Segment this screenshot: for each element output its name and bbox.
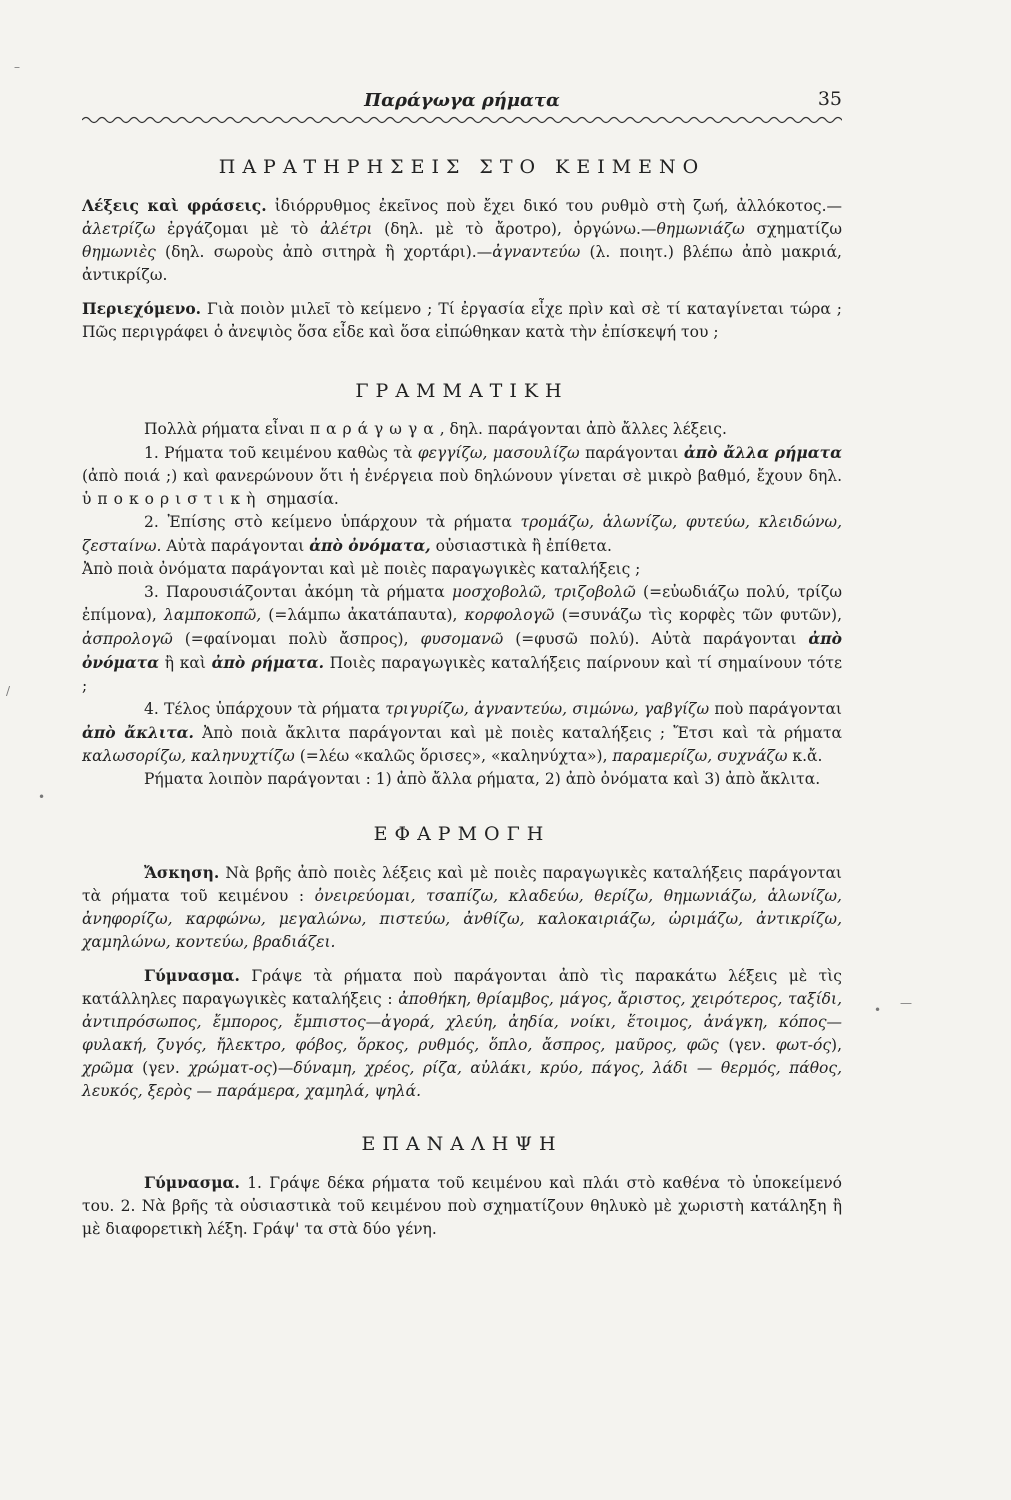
text: (γεν.: [133, 1059, 189, 1077]
text: (γεν.: [718, 1036, 776, 1054]
term: φεγγίζω, μασουλίζω: [417, 444, 580, 462]
grammar-point-2-question: Ἀπὸ ποιὰ ὀνόματα παράγονται καὶ μὲ ποιὲς παραγωγικὲς καταλήξεις ;: [82, 560, 641, 578]
grammar-point-3: [82, 581, 842, 698]
text: ),: [831, 1036, 842, 1054]
text: Γράψε τὰ ρήματα ποὺ παράγονται ἀπὸ τὶς παρακάτω λέξεις μὲ τὶς κατάλληλες παραγωγικὲς καταλήξεις :: [82, 967, 842, 1008]
term: κορφολογῶ: [464, 606, 555, 624]
text: ἰδιόρρυθμος ἐκεῖνος ποὺ ἔχει δικό του ρυθμὸ στὴ ζωή, ἀλλόκοτος.—: [266, 197, 842, 215]
text: (=λάμπω ἀκατάπαυτα),: [261, 606, 465, 624]
text: (λ. ποιητ.) βλέπω ἀπὸ μακριά, ἀντικρίζω.: [82, 243, 842, 284]
text: )—: [271, 1059, 294, 1077]
term: θημωνιὲς: [82, 243, 156, 261]
text: οὐσιαστικὰ ἢ ἐπίθετα.: [430, 537, 612, 555]
text: (=εὐωδιάζω πολύ, τρίζω ἐπίμονα),: [82, 583, 842, 624]
page-number: 35: [817, 88, 842, 110]
term: φωτ-ός: [775, 1036, 832, 1054]
text: 1. Ρήματα τοῦ κειμένου καθὼς τὰ: [144, 444, 418, 462]
exercise-askisi: [82, 861, 842, 954]
grammar-point-4: [82, 698, 842, 768]
lead-askisi: Ἄσκηση.: [144, 863, 220, 882]
text: ἐργάζομαι μὲ τὸ: [155, 220, 321, 238]
running-head-title: Παράγωγα ρήματα: [364, 90, 560, 111]
paragraph-words-phrases: [82, 194, 842, 287]
term: ἀλέτρι: [320, 220, 373, 238]
term: φυσομανῶ: [420, 630, 504, 648]
emphasis: ἀπὸ ὀνόματα: [82, 629, 842, 672]
heading-review: ΕΠΑΝΑΛΗΨΗ: [361, 1133, 563, 1155]
text: σημασία.: [261, 490, 339, 508]
text: ποὺ παράγονται: [709, 700, 842, 718]
grammar-intro: [82, 418, 842, 441]
text: Νὰ βρῆς ἀπὸ ποιὲς λέξεις καὶ μὲ ποιὲς παραγωγικὲς καταλήξεις παράγονται τὰ ρήματα τοῦ κειμένου :: [82, 864, 842, 905]
text: 3. Παρουσιάζονται ἀκόμη τὰ ρήματα: [144, 583, 452, 601]
heading-grammar: ΓΡΑΜΜΑΤΙΚΗ: [355, 380, 569, 402]
term: μοσχοβολῶ, τριζοβολῶ: [451, 583, 636, 601]
text: 2. Ἐπίσης στὸ κείμενο ὑπάρχουν τὰ ρήματα: [144, 513, 521, 531]
text: , δηλ. παράγονται ἀπὸ ἄλλες λέξεις.: [439, 420, 727, 438]
wavy-rule: [82, 114, 842, 126]
lead-content: Περιεχόμενο.: [82, 299, 202, 318]
running-head: [82, 88, 842, 114]
term: τριγυρίζω, ἀγναντεύω, σιμώνω, γαβγίζω: [385, 700, 710, 718]
term: ἀλετρίζω: [82, 220, 156, 238]
spaced-term: ὑποκοριστικὴ: [82, 490, 262, 508]
paragraph-content: [82, 297, 842, 344]
term-list: δύναμη, χρέος, ρίζα, αὐλάκι, κρύο, πάγος, λάδι — θερμός, πάθος, λευκός, ξερὸς — παράμερα, χαμηλά, ψηλά.: [82, 1059, 842, 1100]
book-page: [82, 88, 842, 1241]
emphasis: ἀπὸ ἄλλα ρήματα: [683, 443, 842, 462]
text: Γιὰ ποιὸν μιλεῖ τὸ κείμενο ; Τί ἐργασία εἶχε πρὶν καὶ σὲ τί καταγίνεται τώρα ; Πῶς περιγράφει ὁ ἀνεψιὸς ὅσα εἶδε καὶ ὅσα εἰπώθηκαν κατὰ τὴν ἐπίσκεψή του ;: [82, 300, 842, 341]
text: (ἀπὸ ποιά ;) καὶ φανερώνουν ὅτι ἡ ἐνέργεια ποὺ δηλώνουν γίνεται σὲ μικρὸ βαθμό, ἔχουν δηλ.: [82, 467, 842, 485]
lead-review: Γύμνασμα.: [144, 1173, 240, 1192]
text: σχηματίζω: [744, 220, 842, 238]
emphasis: ἀπὸ ἄκλιτα.: [82, 723, 194, 742]
term-list: ἀποθήκη, θρίαμβος, μάγος, ἄριστος, χειρότερος, ταξίδι, ἀντιπρόσωπος, ἔμπορος, ἔμπιστος—ἀγορά, χλεύη, ἀηδία, νοίκι, ἕτοιμος, ἀνάγκη, κόπος—φυλακή, ζυγός, ἤλεκτρο, φόβος, ὅρκος, ρυθμός, ὅπλο, ἄσπρος, μαῦρος, φῶς: [82, 990, 842, 1054]
lead-words-phrases: Λέξεις καὶ φράσεις.: [82, 196, 267, 215]
term: ἀγναντεύω: [492, 243, 581, 261]
heading-observations: ΠΑΡΑΤΗΡΗΣΕΙΣ ΣΤΟ ΚΕΙΜΕΝΟ: [218, 156, 706, 178]
text: παράγονται: [579, 444, 684, 462]
grammar-summary: Ρήματα λοιπὸν παράγονται : 1) ἀπὸ ἄλλα ρήματα, 2) ἀπὸ ὀνόματα καὶ 3) ἀπὸ ἄκλιτα.: [144, 770, 821, 788]
text: Αὐτὰ παράγονται: [161, 537, 310, 555]
text: (=φαίνομαι πολὺ ἄσπρος),: [172, 630, 421, 648]
text: (=λέω «καλῶς ὅρισες», «καληνύχτα»),: [294, 747, 613, 765]
term: ἀσπρολογῶ: [82, 630, 173, 648]
text: Ἀπὸ ποιὰ ἄκλιτα παράγονται καὶ μὲ ποιὲς καταλήξεις ; Ἔτσι καὶ τὰ ρήματα: [193, 724, 842, 742]
term: χρῶμα: [82, 1059, 134, 1077]
term: λαμποκοπῶ,: [164, 606, 262, 624]
emphasis: ἀπὸ ρήματα.: [211, 653, 324, 672]
grammar-point-1: [82, 441, 842, 511]
heading-application: ΕΦΑΡΜΟΓΗ: [373, 823, 551, 845]
text: Ποιὲς παραγωγικὲς καταλήξεις παίρνουν καὶ τί σημαίνουν τότε ;: [82, 654, 842, 695]
text: κ.ἄ.: [787, 747, 823, 765]
text: Πολλὰ ρήματα εἶναι: [144, 420, 310, 438]
lead-gymnasma: Γύμνασμα.: [144, 966, 240, 985]
term: παραμερίζω, συχνάζω: [612, 747, 788, 765]
text: 1. Γράψε δέκα ρήματα τοῦ κειμένου καὶ πλάι στὸ καθένα τὸ ὑποκείμενό του. 2. Νὰ βρῆς τὰ οὐσιαστικὰ τοῦ κειμένου ποὺ σχηματίζουν θηλυκὸ μὲ χωριστὴ κατάληξη ἢ μὲ διαφορετικὴ λέξη. Γράψ' τα στὰ δύο γένη.: [82, 1174, 842, 1238]
spaced-term: παράγωγα: [309, 420, 440, 438]
text: (=συνάζω τὶς κορφὲς τῶν φυτῶν),: [554, 606, 843, 624]
term: καλωσορίζω, καληνυχτίζω: [82, 747, 295, 765]
text: 4. Τέλος ὑπάρχουν τὰ ρήματα: [144, 700, 386, 718]
term-list: ὀνειρεύομαι, τσαπίζω, κλαδεύω, θερίζω, θημωνιάζω, ἁλωνίζω, ἀνηφορίζω, καρφώνω, μεγαλώνω, πιστεύω, ἀνθίζω, καλοκαιριάζω, ὡριμάζω, ἀντικρίζω, χαμηλώνω, κοντεύω, βραδιάζει.: [82, 887, 842, 951]
term: χρώματ-ος: [188, 1059, 272, 1077]
text: (=φυσῶ πολύ). Αὐτὰ παράγονται: [503, 630, 809, 648]
emphasis: ἀπὸ ὀνόματα,: [309, 536, 431, 555]
text: ἢ καὶ: [159, 654, 212, 672]
grammar-point-2: [82, 511, 842, 558]
term: θημωνιάζω: [656, 220, 745, 238]
term: τρομάζω, ἁλωνίζω, φυτεύω, κλειδώνω, ζεσταίνω.: [82, 513, 842, 555]
exercise-review: [82, 1171, 842, 1241]
text: (δηλ. μὲ τὸ ἄροτρο), ὀργώνω.—: [372, 220, 657, 238]
text: (δηλ. σωροὺς ἀπὸ σιτηρὰ ἢ χορτάρι).—: [155, 243, 493, 261]
exercise-gymnasma: [82, 964, 842, 1103]
